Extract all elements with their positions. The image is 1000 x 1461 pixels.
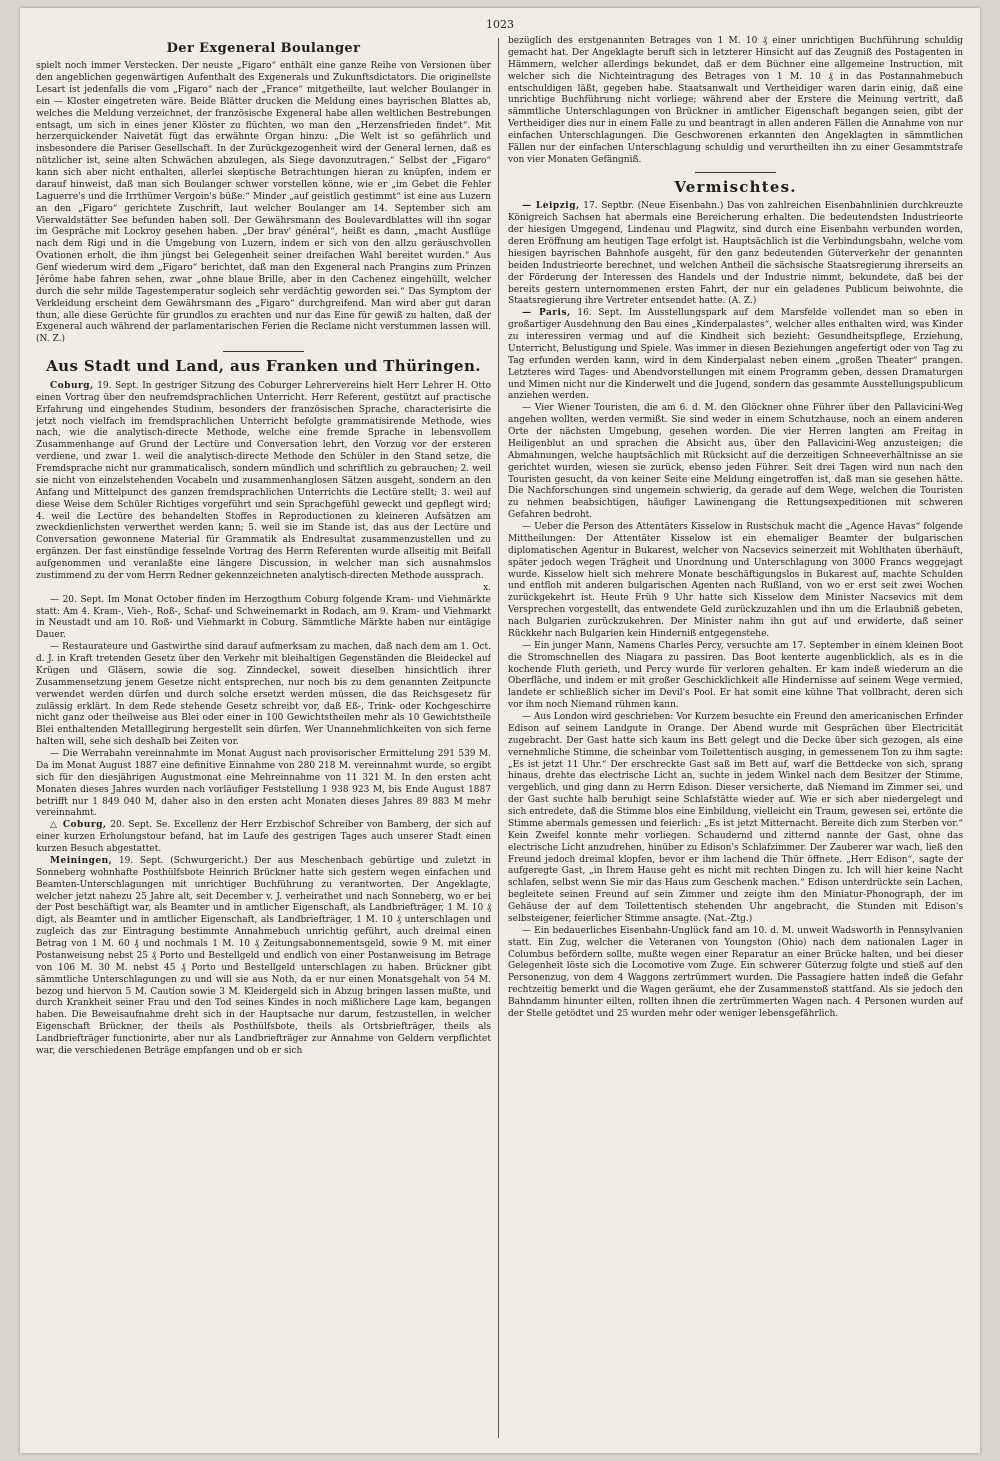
edison-signature: (Nat.-Ztg.) (704, 913, 753, 924)
maerkte-article: — 20. Sept. Im Monat October finden im Herzogthum Coburg folgende Kram- und Viehmärkte statt: Am 4. Kram-, Vieh-, Roß-, Schaf- und Schweinemarkt in Rodach, am 9. Kram- und Viehmarkt in Neustadt und am 10. Roß- und Viehmarkt in Coburg. Sämmtliche Märkte haben nur eintägige Dauer. (36, 594, 491, 641)
dateline-coburg-2: △ Coburg, (50, 820, 107, 831)
dateline-coburg: Coburg, (50, 380, 94, 391)
boulanger-signature: (N. Z.) (36, 334, 65, 345)
section-rule (223, 351, 305, 352)
right-column (508, 36, 963, 1441)
dateline-leipzig: — Leipzig, (522, 201, 580, 212)
meiningen-continuation: bezüglich des erstgenannten Betrages von 1 M. 10 ₰ einer unrichtigen Buchführung schuldig gemacht hat. Der Angeklagte beruft sich in letzterer Hinsicht auf das Zeugniß des Postagenten in Hämmern, welcher allerdings bekundet, daß er dem Büchner eine allgemeine Instruction, mit welcher sich die Nichteintragung des Betrages von 1 M. 10 ₰ in das Postannahmebuch entschuldigen läßt, gegeben habe. Staatsanwalt und Vertheidiger waren darin einig, daß eine unrichtige Buchführung nicht vorliege; während aber der Erstere die Meinung vertritt, daß sämmtliche Unterschlagungen von Brückner in amtlicher Eigenschaft begangen seien, gibt der Vertheidiger dies nur in einem Falle zu und beantragt in allen anderen Fällen die Annahme von nur einfachen Unterschlagungen. Die Geschworenen erkannten den Angeklagten in sämmtlichen Fällen nur der einfachen Unterschlagung schuldig und verurtheilten ihn zu einer Gesammtstrafe von vier Monaten Gefängniß. (508, 36, 963, 165)
left-column (36, 36, 491, 1441)
meiningen-body: 19. Sept. (Schwurgericht.) Der aus Meschenbach gebürtige und zuletzt in Sonneberg wohnhafte Posthülfsbote Heinrich Brückner hatte sich gestern wegen einfachen und Beamten-Unterschlagungen mit unrichtiger Buchführung zu verantworten. Der Angeklagte, welcher jetzt nahezu 25 Jahre alt, seit December v. J. verheirathet und nach Sonneberg, wo er bei der Post beschäftigt war, als Beamter und in amtlicher Eigenschaft, als Landbriefträger, 1 M. 10 ₰ digt, als Beamter und in amtlicher Eigenschaft, als Landbriefträger, 1 M. 10 ₰ unterschlagen und zugleich das zur Eintragung bestimmte Annahmebuch unrichtig geführt, auch dreimal einen Betrag von 1 M. 60 ₰ und nochmals 1 M. 10 ₰ Zeitungsabonnementsgeld, sowie 9 M. mit einer Postanweisung nebst 25 ₰ Porto und Bestellgeld und endlich von einer Postanweisung im Betrage von 106 M. 30 M. nebst 45 ₰ Porto und Bestellgeld unterschlagen zu haben. Brückner gibt sämmtliche Unterschlagungen zu und will sie aus Noth, da er nur einen Monatsgehalt von 54 M. bezog und hiervon 5 M. Caution sowie 3 M. Kleidergeld sich in Abzug bringen lassen mußte, und durch Krankheit seiner Frau und den Tod seines Kindes in noch mißlichere Lage kam, begangen haben. Die Beweisaufnahme dreht sich in der Hauptsache nur darum, festzustellen, in welcher Eigenschaft Brückner, der theils als Posthülfsbote, theils als Ortsbriefträger, theils als Landbriefträger functionirte, aber nur als Landbriefträger zur Annahme von Geldern verpflichtet war, die verschiedenen Beträge empfangen und ob er sich (36, 855, 491, 1056)
coburg-lehrerverein-body: 19. Sept. In gestriger Sitzung des Coburger Lehrervereins hielt Herr Lehrer H. Otto einen Vortrag über den neufremdsprachlichen Unterricht. Herr Referent, gestützt auf practische Erfahrung und eingehendes Studium, besonders der französischen Sprache, characterisirte die jetzt noch vielfach im fremdsprachlichen Unterricht befolgte grammatisirende Methode, wies nach, wie die analytisch-directe Methode, welche eine fremde Sprache in lebensvollem Zusammenhange auf Grund der Lectüre und Conversation lehrt, den Vorzug vor der ersteren verdiene, und zwar 1. weil die analytisch-directe Methode den Schüler in den Stand setze, die Fremdsprache nicht nur grammaticalisch, sondern mündlich und schriftlich zu gebrauchen; 2. weil sie nicht von einzelstehenden Vocabeln und zusammenhanglosen Sätzen ausgeht, sondern an den Anfang und Mittelpunct des ganzen fremdsprachlichen Unterrichts die Lectüre stellt; 3. weil auf diese Weise dem Schüler Richtiges vorgeführt und sein Sprachgefühl geweckt und gepflegt wird; 4. weil die Lectüre des behandelten Stoffes in Reproductionen zu kleineren Aufsätzen am zweckdienlichsten verwerthet werden kann; 5. weil sie im Stande ist, das aus der Lectüre und Conversation gewonnene Material für Grammatik als Endresultat zusammenzustellen und zu ergänzen. Der fast einstündige fesselnde Vortrag des Herrn Referenten wurde allseitig mit Beifall aufgenommen und veranlaßte eine längere Discussion, in welcher man sich ausnahmslos zustimmend zu der vom Herrn Redner gekennzeichneten analytisch-directen Methode aussprach. (36, 380, 491, 581)
stadt-heading: Aus Stadt und Land, aus Franken und Thüringen. (46, 357, 481, 376)
paris-body: 16. Sept. Im Ausstellungspark auf dem Marsfelde vollendet man so eben in großartiger Ausdehnung den Bau eines „Kinderpalastes“, welcher alles enthalten wird, was Kinder zu interessiren vermag und auf die Kindheit sich bezieht: Gesundheitspflege, Erziehung, Unterricht, Belustigung und Spiele. Was immer in diesen Beziehungen angefertigt oder von Tag zu Tag erfunden werden kann, wird in dem Kinderpalast neben einem „großen Theater“ prangen. Letzteres wird Tages- und Abendvorstellungen mit einem Programm geben, dessen Dramaturgen und Mimen nicht nur die Kinderwelt und die Jugend, sondern das gesammte Ausstellungspublicum anziehen werden. (508, 308, 963, 402)
section-rule-2 (695, 172, 777, 173)
eisenbahn-unglueck-article: — Ein bedauerliches Eisenbahn-Unglück fand am 10. d. M. unweit Wadsworth in Pennsylvanien statt. Ein Zug, welcher die Veteranen von Youngston (Ohio) nach dem nationalen Lager in Columbus befördern sollte, mußte wegen einer Reparatur an einer Brücke halten, und bei dieser Gelegenheit löste sich die Locomotive vom Zuge. Ein schwerer Güterzug folgte und stieß auf den Personenzug, von dem 4 Waggons zertrümmert wurden. Die Passagiere hatten indeß die Gefahr rechtzeitig bemerkt und die Wagen geräumt, ehe der Zusammenstoß stattfand. Als sie jedoch den Bahndamm hinunter eilten, rollten ihnen die zertrümmerten Wagen nach. 4 Personen wurden auf der Stelle getödtet und 25 wurden mehr oder weniger lebensgefährlich. (508, 925, 963, 1019)
column-divider (498, 38, 499, 1438)
newspaper-page (20, 8, 980, 1453)
edison-article (508, 712, 963, 926)
coburg-lehrerverein-signature: x. (483, 582, 491, 593)
vermischtes-heading: Vermischtes. (674, 177, 797, 196)
dateline-paris: — Paris, (522, 308, 571, 319)
boulanger-heading: Der Exgeneral Boulanger (166, 41, 361, 56)
coburg-lehrerverein-article (36, 381, 491, 583)
meiningen-article (36, 856, 491, 1058)
niagara-article: — Ein junger Mann, Namens Charles Percy, versuchte am 17. September in einem kleinen Boot die Stromschnellen des Niagara zu passiren. Das Boot kenterte augenblicklich, als es in die kochende Fluth gerieth, und Percy wurde für verloren gehalten. Er kam indeß wiederum an die Oberfläche, und indem er mit großer Geschicklichkeit alle Hindernisse auf seinem Wege vermied, landete er schließlich sicher im Devil's Pool. Er hat somit eine kühne That vollbracht, deren sich vor ihm noch Niemand rühmen kann. (508, 640, 963, 711)
boulanger-body: spielt noch immer Verstecken. Der neuste „Figaro“ enthält eine ganze Reihe von Versionen über den angeblichen gegenwärtigen Aufenthalt des Exgenerals und Zukunftsdictators. Die originellste Lesart ist jedenfalls die vom „Figaro“ nach der „France“ mitgetheilte, laut welcher Boulanger in ein — Kloster eingetreten wäre. Beide Blätter drucken die Meldung eines bayrischen Blattes ab, welches die Meldung verzeichnet, der französische Exgeneral habe allen weltlichen Bestrebungen entsagt, um sich in eines jener Klöster zu flüchten, wo man den „Herzensfrieden findet“. Mit herzerquickender Naivetät fügt das erwähnte Organ hinzu: „Die Welt ist so gefährlich und insbesondere die Pariser Gesellschaft. In der Zurückgezogenheit wird der General lernen, daß es nützlicher ist, seine alten Schwächen abzulegen, als Siege davonzutragen.“ Selbst der „Figaro“ kann sich aber nicht enthalten, allerlei skeptische Betrachtungen hieran zu knüpfen, indem er darauf hinweist, daß man sich Boulanger schwer vorstellen könne, wie er „im Gebet die Fehler Laguerre's und die Irrthümer Vergoin's büße.“ Minder „auf geistlich gestimmt“ ist eine aus Luzern an den „Figaro“ gerichtete Zuschrift, laut welcher Boulanger am 14. September sich am Vierwaldstätter See befunden haben soll. Der Gewährsmann des Boulevardblattes will ihn sogar im Gespräche mit Lockroy gesehen haben. „Der brav' général“, heißt es dann, „macht Ausflüge nach dem Rigi und in die Umgebung von Luzern, indem er sich von den allzu geräuschvollen Ovationen erholt, die ihm jüngst bei Gelegenheit seiner dreifachen Wahl bereitet wurden.“ Aus Genf wiederum wird dem „Figaro“ berichtet, daß man den Exgeneral nach Prangins zum Prinzen Jérôme habe fahren sehen, zwar „ohne blaue Brille, aber in den Cachenez eingehüllt, welcher durch die sehr milde Tagestemperatur sogleich sehr verdächtig geworden sei.“ Das Symptom der Verkleidung erscheint dem Gewährsmann des „Figaro“ durchgreifend. Man wird aber gut daran thun, alle diese Gerüchte für grundlos zu erachten und nur das Eine für gewiß zu halten, daß der Exgeneral auch während der parlamentarischen Ferien die Reclame nicht verstummen lassen will. (36, 61, 491, 333)
leipzig-signature: (A. Z.) (728, 296, 757, 307)
page-number: 1023 (486, 18, 514, 31)
leipzig-article (508, 201, 963, 308)
erzbischof-article (36, 820, 491, 856)
kisselow-article: — Ueber die Person des Attentäters Kisselow in Rustschuk macht die „Agence Havas“ folgende Mittheilungen: Der Attentäter Kisselow ist ein ehemaliger Beamter der bulgarischen diplomatischen Agentur in Bukarest, welcher von Nacsevics seinerzeit mit Wohlthaten überhäuft, später jedoch wegen Trägheit und Unordnung und Unterschlagung von 3000 Francs weggejagt wurde. Kisselow hielt sich mehrere Monate beschäftigungslos in Bukarest auf, machte Schulden und entfloh mit anderen bulgarischen Agenten nach Rußland, von wo er erst seit zwei Wochen zurückgekehrt ist. Heute Früh 9 Uhr hatte sich Kisselow dem Minister Nacsevics mit dem Versprechen vorgestellt, das entwendete Geld zurückzuzahlen und ihn um die Erlaubniß gebeten, nach Bulgarien zurückzukehren. Der Minister nahm ihn gut auf und erwiderte, daß seiner Rückkehr nach Bulgarien kein Hinderniß entgegenstehe. (508, 522, 963, 639)
touristen-article: — Vier Wiener Touristen, die am 6. d. M. den Glöckner ohne Führer über den Pallavicini-Weg angehen wollten, werden vermißt. Sie sind weder in einem Schutzhause, noch an einem anderen Orte der nächsten Umgebung, gesehen worden. Die vier Herren langten am Freitag in Heiligenblut an und sprachen die Absicht aus, über den Pallavicini-Weg anzusteigen; die Abmahnungen, welche hauptsächlich mit Rücksicht auf die derzeitigen Schneeverhältnisse an sie gerichtet wurden, wiesen sie zurück, ebenso jeden Führer. Seit drei Tagen wird nun nach den Touristen gesucht, da von keiner Seite eine Meldung eingetroffen ist, daß man sie gesehen hätte. Die Nachforschungen sind ungemein schwierig, da gerade auf dem Wege, welchen die Touristen zu nehmen beabsichtigen, häufiger Lawinengang die Rettungsexpeditionen mit schweren Gefahren bedroht. (508, 403, 963, 521)
werrabahn-article: — Die Werrabahn vereinnahmte im Monat August nach provisorischer Ermittelung 291 539 M. Da im Monat August 1887 eine definitive Einnahme von 280 218 M. vereinnahmt wurde, so ergibt sich für den diesjährigen Augustmonat eine Mehreinnahme von 11 321 M. In den ersten acht Monaten dieses Jahres wurden nach vorläufiger Feststellung 1 938 923 M, bis Ende August 1887 betrifft nur 1 849 040 M, daher also in den ersten acht Monaten dieses Jahres 89 883 M mehr vereinnahmt. (36, 749, 491, 819)
erzbischof-body: 20. Sept. Se. Excellenz der Herr Erzbischof Schreiber von Bamberg, der sich auf einer kurzen Erholungstour befand, hat im Laufe des gestrigen Tages auch unserer Stadt einen kurzen Besuch abgestattet. (36, 820, 491, 855)
edison-body: — Aus London wird geschrieben: Vor Kurzem besuchte ein Freund den americanischen Erfinder Edison auf seinem Landgute in Orange. Der Abend wurde mit Gesprächen über Electricität zugebracht. Der Gast hatte sich kaum ins Bett gelegt und die Decke über sich gezogen, als eine vernehmliche Stimme, die scheinbar vom Toilettentisch ausging, in gemessenem Ton zu ihm sagte: „Es ist jetzt 11 Uhr.“ Der erschreckte Gast saß im Bett auf, warf die Bettdecke von sich, sprang hinaus, drehte das electrische Licht an, suchte in jedem Winkel nach dem Besitzer der Stimme, vergeblich, und ging dann zu Herrn Edison. Dieser versicherte, daß Niemand im Zimmer sei, und der Gast suchte halb beruhigt seine Schlafstätte wieder auf. Wie er sich aber niedergelegt und sich entredete, daß die Stimme blos eine Einbildung, vielleicht ein Traum, gewesen sei, ertönte die Stimme abermals gemessen und feierlich: „Es ist jetzt Mitternacht. Bereite dich zum Sterben vor.“ Kein Zweifel konnte mehr vorliegen. Schaudernd und zitternd nannte der Gast, ohne das electrische Licht anzudrehen, hinüber zu Edison's Schlafzimmer. Der Zauberer war wach, ließ den Freund jedoch dreimal klopfen, bevor er ihm lachend die Thür öffnete. „Herr Edison“, sagte der aufgeregte Gast, „in Ihrem Hause geht es nicht mit rechten Dingen zu. Ich will hier keine Nacht schlafen, selbst wenn Sie mir das Haus zum Geschenk machen.“ Edison unterdrückte sein Lachen, begleitete seinen Freund auf sein Zimmer und zeigte ihm den Miniatur-Phonograph, der im Gehäuse der auf dem Toilettentisch stehenden Uhr angebracht, die Stunden mit Edison's selbsteigener, feierlicher Stimme ansagte. (508, 712, 963, 924)
boulanger-article (36, 61, 491, 346)
bleideckel-article: — Restaurateure und Gastwirthe sind darauf aufmerksam zu machen, daß nach dem am 1. Oct. d. J. in Kraft tretenden Gesetz über den Verkehr mit bleihaltigen Gegenständen die Bleideckel auf Krügen und Gläsern, sowie die sog. Zinndeckel, soweit dieselben hinsichtlich ihrer Zusammensetzung jenem Gesetze nicht entsprechen, nur noch bis zu dem genannten Zeitpuncte verwendet werden dürfen und durch solche ersetzt werden müssen, die das Reichsgesetz für zulässig erklärt. In dem Rede stehende Gesetz schreibt vor, daß Eß-, Trink- oder Kochgeschirre nicht ganz oder theilweise aus Blei oder einer in 100 Gewichtstheilen mehr als 10 Gewichtstheile Blei enthaltenden Metalllegirung hergestellt sein dürfen. Wer Unannehmlichkeiten von sich ferne halten will, sehe sich deshalb bei Zeiten vor. (36, 642, 491, 748)
dateline-meiningen: Meiningen, (50, 855, 113, 866)
paris-article (508, 308, 963, 403)
leipzig-body: 17. Septbr. (Neue Eisenbahn.) Das von zahlreichen Eisenbahnlinien durchkreuzte Königreich Sachsen hat abermals eine Bereicherung erhalten. Die bedeutendsten Industrieorte der hiesigen Umgegend, Lindenau und Plagwitz, sind durch eine Eisenbahn verbunden worden, deren Eröffnung am heutigen Tage erfolgt ist. Hauptsächlich ist die Verbindungsbahn, welche vom hiesigen bayrischen Bahnhofe ausgeht, für den ganz bedeutenden Güterverkehr der genannten beiden Industrieorte berechnet, und welchen Antheil die sächsische Staatsregierung ihrerseits an der Förderung der Interessen des Handels und der Industrie nimmt, bekundete, daß bei der bereits gestern unternommenen ersten Fahrt, der nur ein geladenes Publicum beiwohnte, die Staatsregierung ihre Vertreter entsendet hatte. (508, 201, 963, 307)
